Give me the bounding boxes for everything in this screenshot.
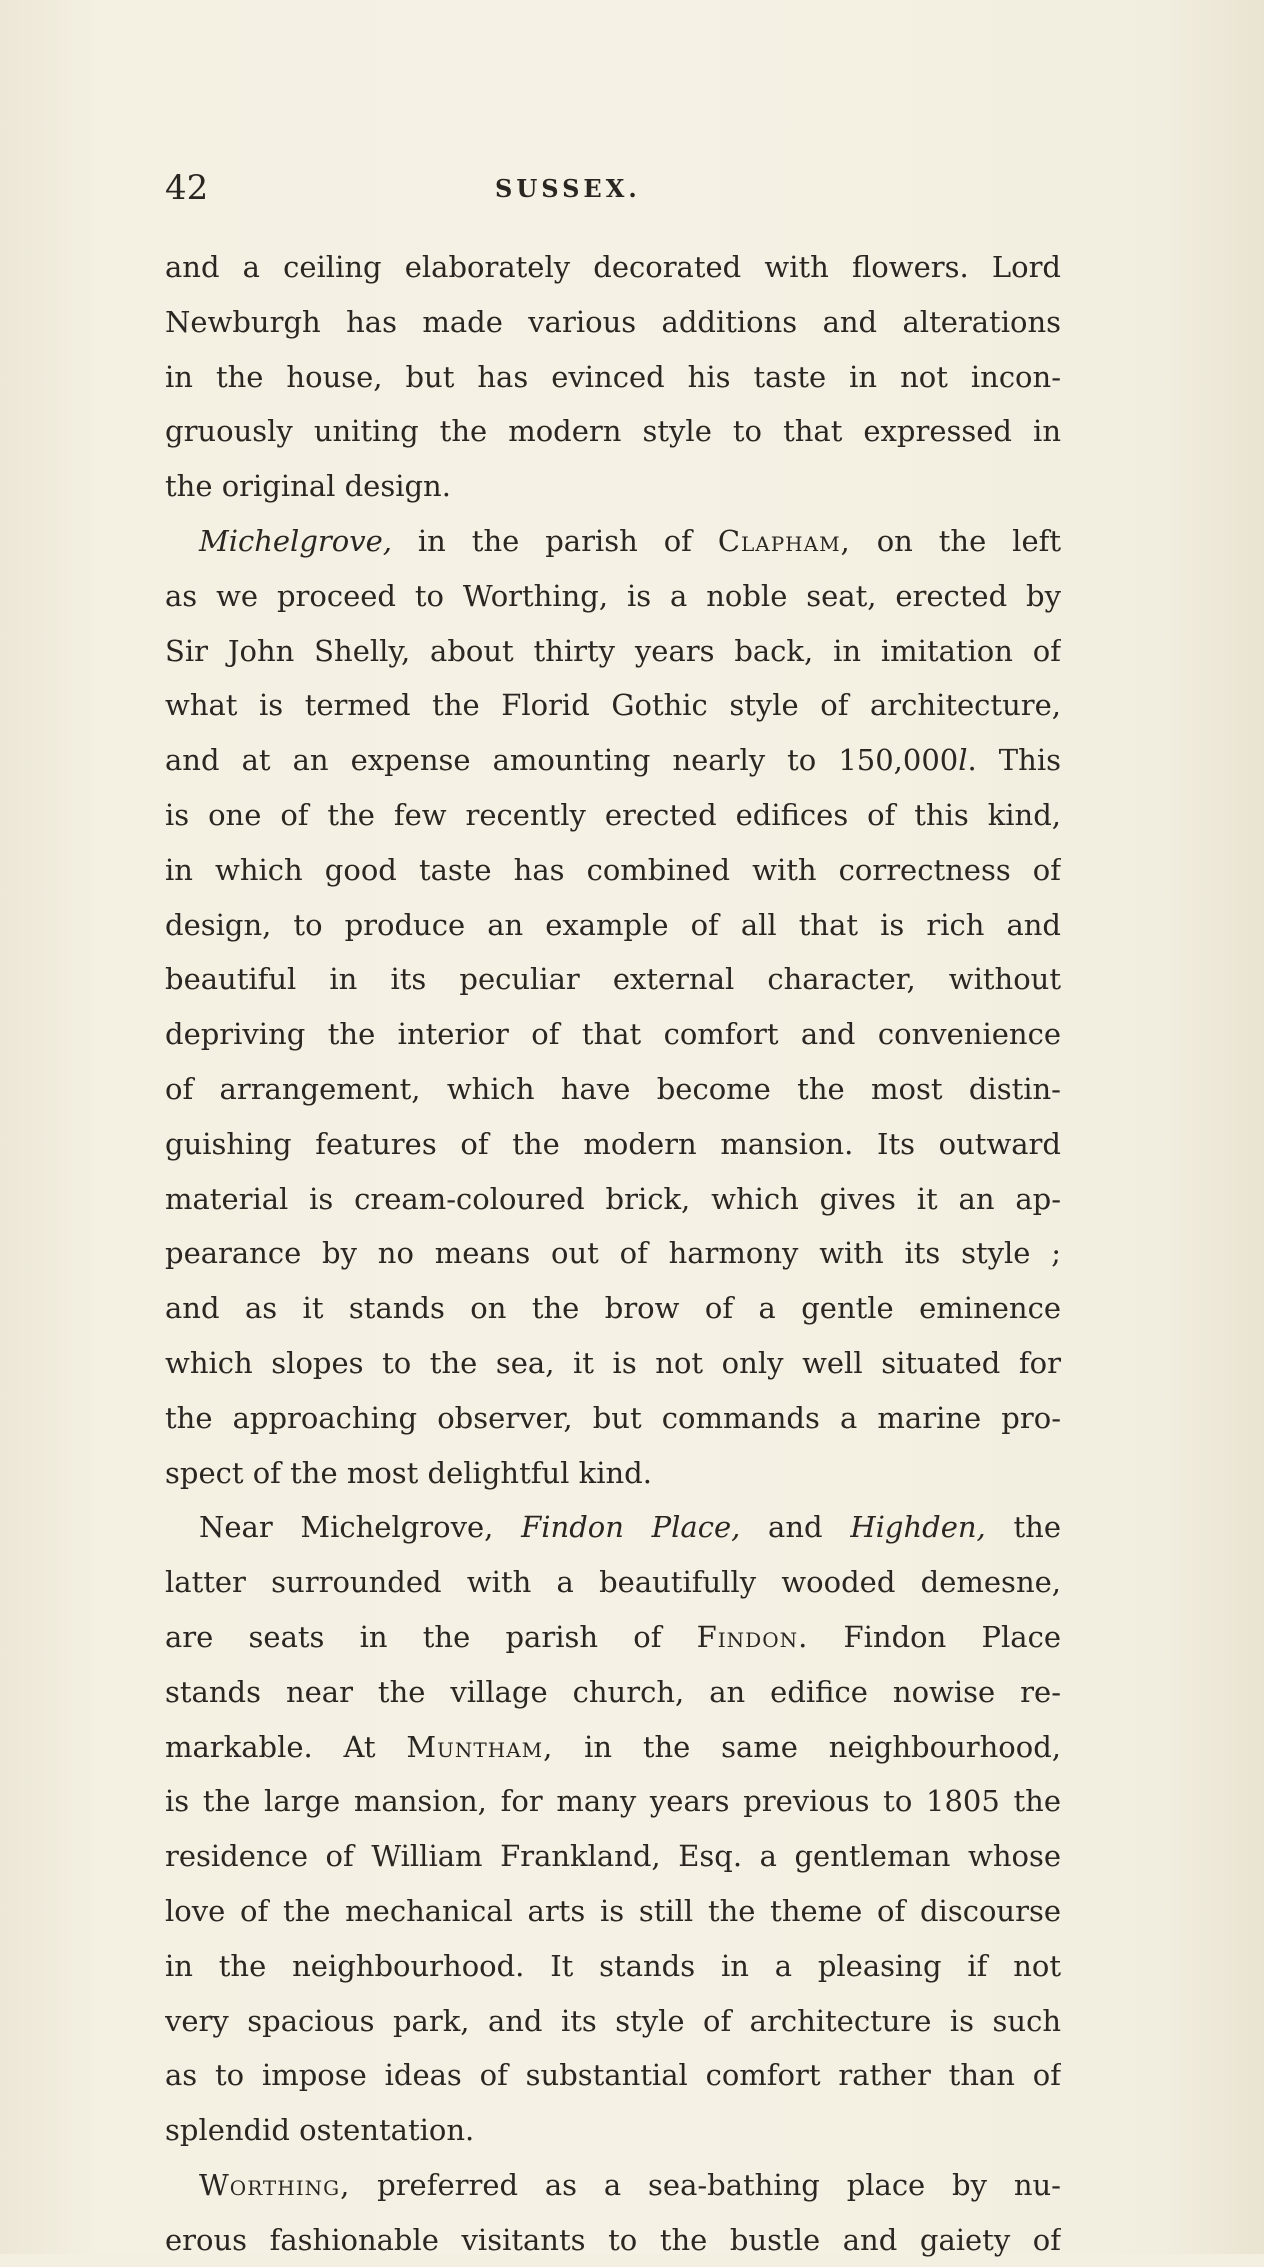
text-line: which slopes to the sea, it is not only well situated for [165,1345,1061,1380]
text-line: Near Michelgrove, Findon Place, and Highden, the [199,1510,1061,1545]
running-head [165,168,985,208]
place-name-michelgrove: Michelgrove, [199,523,392,558]
parish-name-findon: Findon. [696,1619,809,1654]
text-line: guishing features of the modern mansion. Its outward [165,1126,1061,1161]
place-name-worthing: Worthing, [199,2167,351,2202]
text-line: splendid ostentation. [165,2113,475,2148]
running-title: SUSSEX. [495,174,641,203]
text-line: in the neighbourhood. It stands in a pleasing if not [165,1948,1061,1983]
text-line: in the house, but has evinced his taste in not incon- [165,359,1061,394]
text-line: the original design. [165,469,451,504]
pound-sign: l [958,743,968,778]
text-line: markable. At Muntham, in the same neighbourhood, [165,1729,1061,1764]
text-line: Newburgh has made various additions and alterations [165,304,1061,339]
text-line: material is cream-coloured brick, which gives it an ap- [165,1181,1061,1216]
text-line: erous fashionable visitants to the bustle and gaiety of [165,2222,1061,2257]
text-line: is the large mansion, for many years previous to 1805 the [165,1784,1061,1819]
parish-name-clapham: Clapham, [717,523,851,558]
page-number: 42 [165,168,209,208]
text-line: spect of the most delightful kind. [165,1455,652,1490]
place-name-muntham: Muntham, [406,1729,554,1764]
text-line: gruously uniting the modern style to that expressed in [165,414,1061,449]
text-line: as to impose ideas of substantial comfort rather than of [165,2058,1061,2093]
text-line: design, to produce an example of all that is rich and [165,907,1061,942]
text-line: very spacious park, and its style of architecture is such [165,2003,1061,2038]
text-line: what is termed the Florid Gothic style of architecture, [165,688,1061,723]
text-line: Michelgrove, in the parish of Clapham, on the left [199,523,1061,558]
text-line: and as it stands on the brow of a gentle eminence [165,1291,1061,1326]
text-line: beautiful in its peculiar external character, without [165,962,1061,997]
text-line: in which good taste has combined with correctness of [165,852,1061,887]
text-line: depriving the interior of that comfort and convenience [165,1017,1061,1052]
place-name-findon-place: Findon Place, [521,1510,741,1545]
text-line: Worthing, preferred as a sea-bathing place by nu- [199,2167,1061,2202]
text-line: as we proceed to Worthing, is a noble seat, erected by [165,578,1061,613]
text-line: stands near the village church, an edifice nowise re- [165,1674,1061,1709]
text-line: and at an expense amounting nearly to 150,000l. This [165,743,1061,778]
text-line: is one of the few recently erected edifices of this kind, [165,797,1061,832]
text-line: and a ceiling elaborately decorated with flowers. Lord [165,250,1061,284]
text-line: of arrangement, which have become the most distin- [165,1071,1061,1106]
body-text [165,240,1061,2267]
text-line: Sir John Shelly, about thirty years back, in imitation of [165,633,1061,668]
place-name-highden: Highden, [850,1510,986,1545]
text-line: latter surrounded with a beautifully wooded demesne, [165,1565,1061,1600]
text-line: the approaching observer, but commands a marine pro- [165,1400,1061,1435]
text-line: love of the mechanical arts is still the theme of discourse [165,1893,1061,1928]
text-line: pearance by no means out of harmony with its style ; [165,1236,1061,1271]
text-line: are seats in the parish of Findon. Findon Place [165,1619,1061,1654]
text-line: residence of William Frankland, Esq. a gentleman whose [165,1839,1061,1874]
